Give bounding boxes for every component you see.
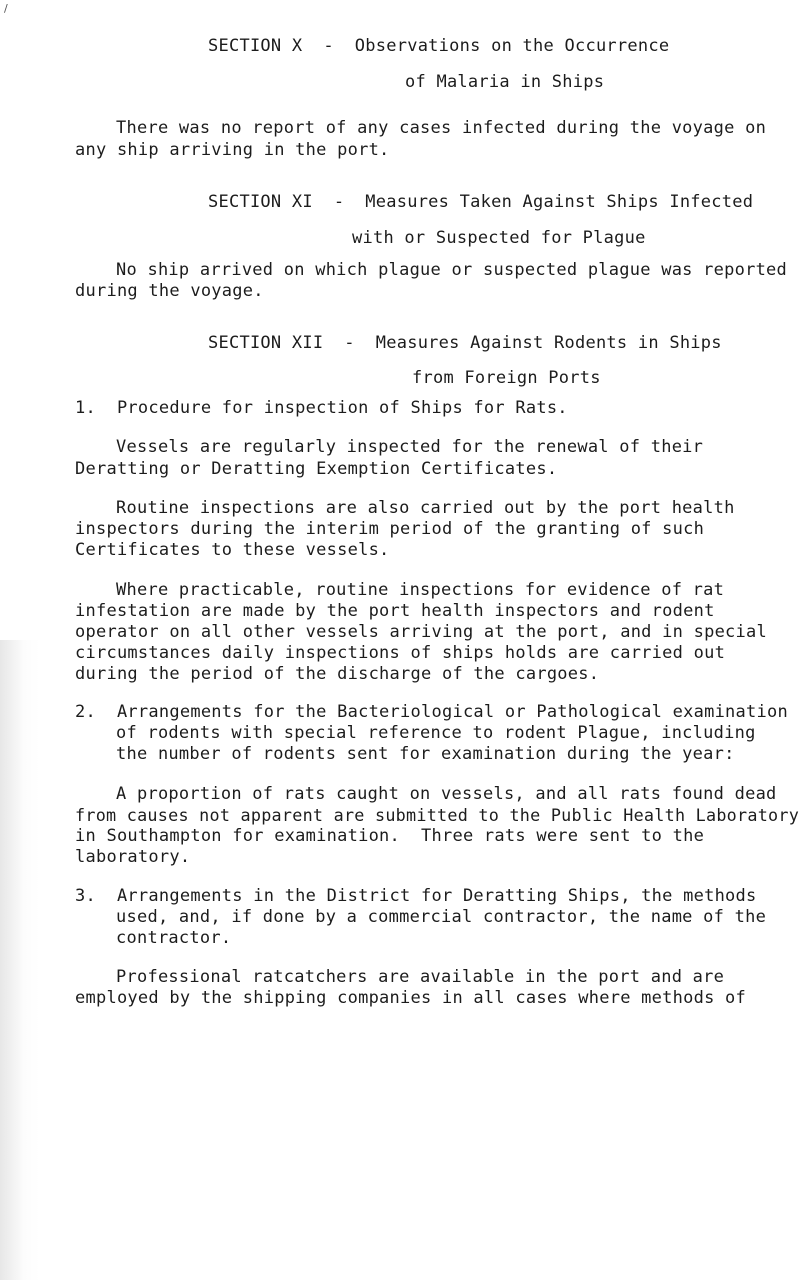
p2-line-1: Routine inspections are also carried out by the port health	[116, 498, 735, 518]
corner-mark: /	[4, 2, 8, 15]
item-2-line-3: the number of rodents sent for examination during the year:	[116, 744, 735, 764]
p4-line-3: in Southampton for examination. Three rats were sent to the	[75, 826, 705, 846]
section-x-line-1: There was no report of any cases infected during the voyage on	[116, 118, 767, 138]
p3-line-5: during the period of the discharge of the cargoes.	[75, 664, 600, 684]
p3-line-4: circumstances daily inspections of ships holds are carried out	[75, 643, 726, 663]
item-2-line-2: of rodents with special reference to rodent Plague, including	[116, 723, 756, 743]
section-x-subheading: of Malaria in Ships	[405, 72, 605, 92]
section-x-line-2: any ship arriving in the port.	[75, 140, 390, 160]
section-x-heading: SECTION X - Observations on the Occurrence	[208, 36, 670, 56]
p4-line-1: A proportion of rats caught on vessels, and all rats found dead	[116, 784, 777, 804]
p1-line-2: Deratting or Deratting Exemption Certificates.	[75, 459, 558, 479]
item-1-heading: 1. Procedure for inspection of Ships for Rats.	[75, 398, 568, 418]
p2-line-2: inspectors during the interim period of the granting of such	[75, 519, 705, 539]
item-3-line-3: contractor.	[116, 928, 232, 948]
section-xi-line-1: No ship arrived on which plague or suspected plague was reported	[116, 260, 788, 280]
item-3-line-2: used, and, if done by a commercial contractor, the name of the	[116, 907, 767, 927]
p3-line-3: operator on all other vessels arriving at the port, and in special	[75, 622, 768, 642]
section-xi-line-2: during the voyage.	[75, 281, 264, 301]
p1-line-1: Vessels are regularly inspected for the renewal of their	[116, 437, 704, 457]
p3-line-1: Where practicable, routine inspections for evidence of rat	[116, 580, 725, 600]
p2-line-3: Certificates to these vessels.	[75, 540, 390, 560]
section-xi-subheading: with or Suspected for Plague	[352, 228, 646, 248]
p5-line-2: employed by the shipping companies in all cases where methods of	[75, 988, 747, 1008]
item-2-line-1: 2. Arrangements for the Bacteriological or Pathological examination	[75, 702, 788, 722]
p5-line-1: Professional ratcatchers are available in the port and are	[116, 967, 725, 987]
page-edge-shadow	[0, 640, 40, 1280]
p3-line-2: infestation are made by the port health inspectors and rodent	[75, 601, 715, 621]
section-xii-heading: SECTION XII - Measures Against Rodents in Ships	[208, 333, 722, 353]
item-3-line-1: 3. Arrangements in the District for Deratting Ships, the methods	[75, 886, 757, 906]
p4-line-2: from causes not apparent are submitted to the Public Health Laboratory	[75, 805, 800, 825]
section-xi-heading: SECTION XI - Measures Taken Against Ships Infected	[208, 192, 754, 212]
section-xii-subheading: from Foreign Ports	[412, 368, 601, 388]
p4-line-4: laboratory.	[75, 847, 191, 867]
